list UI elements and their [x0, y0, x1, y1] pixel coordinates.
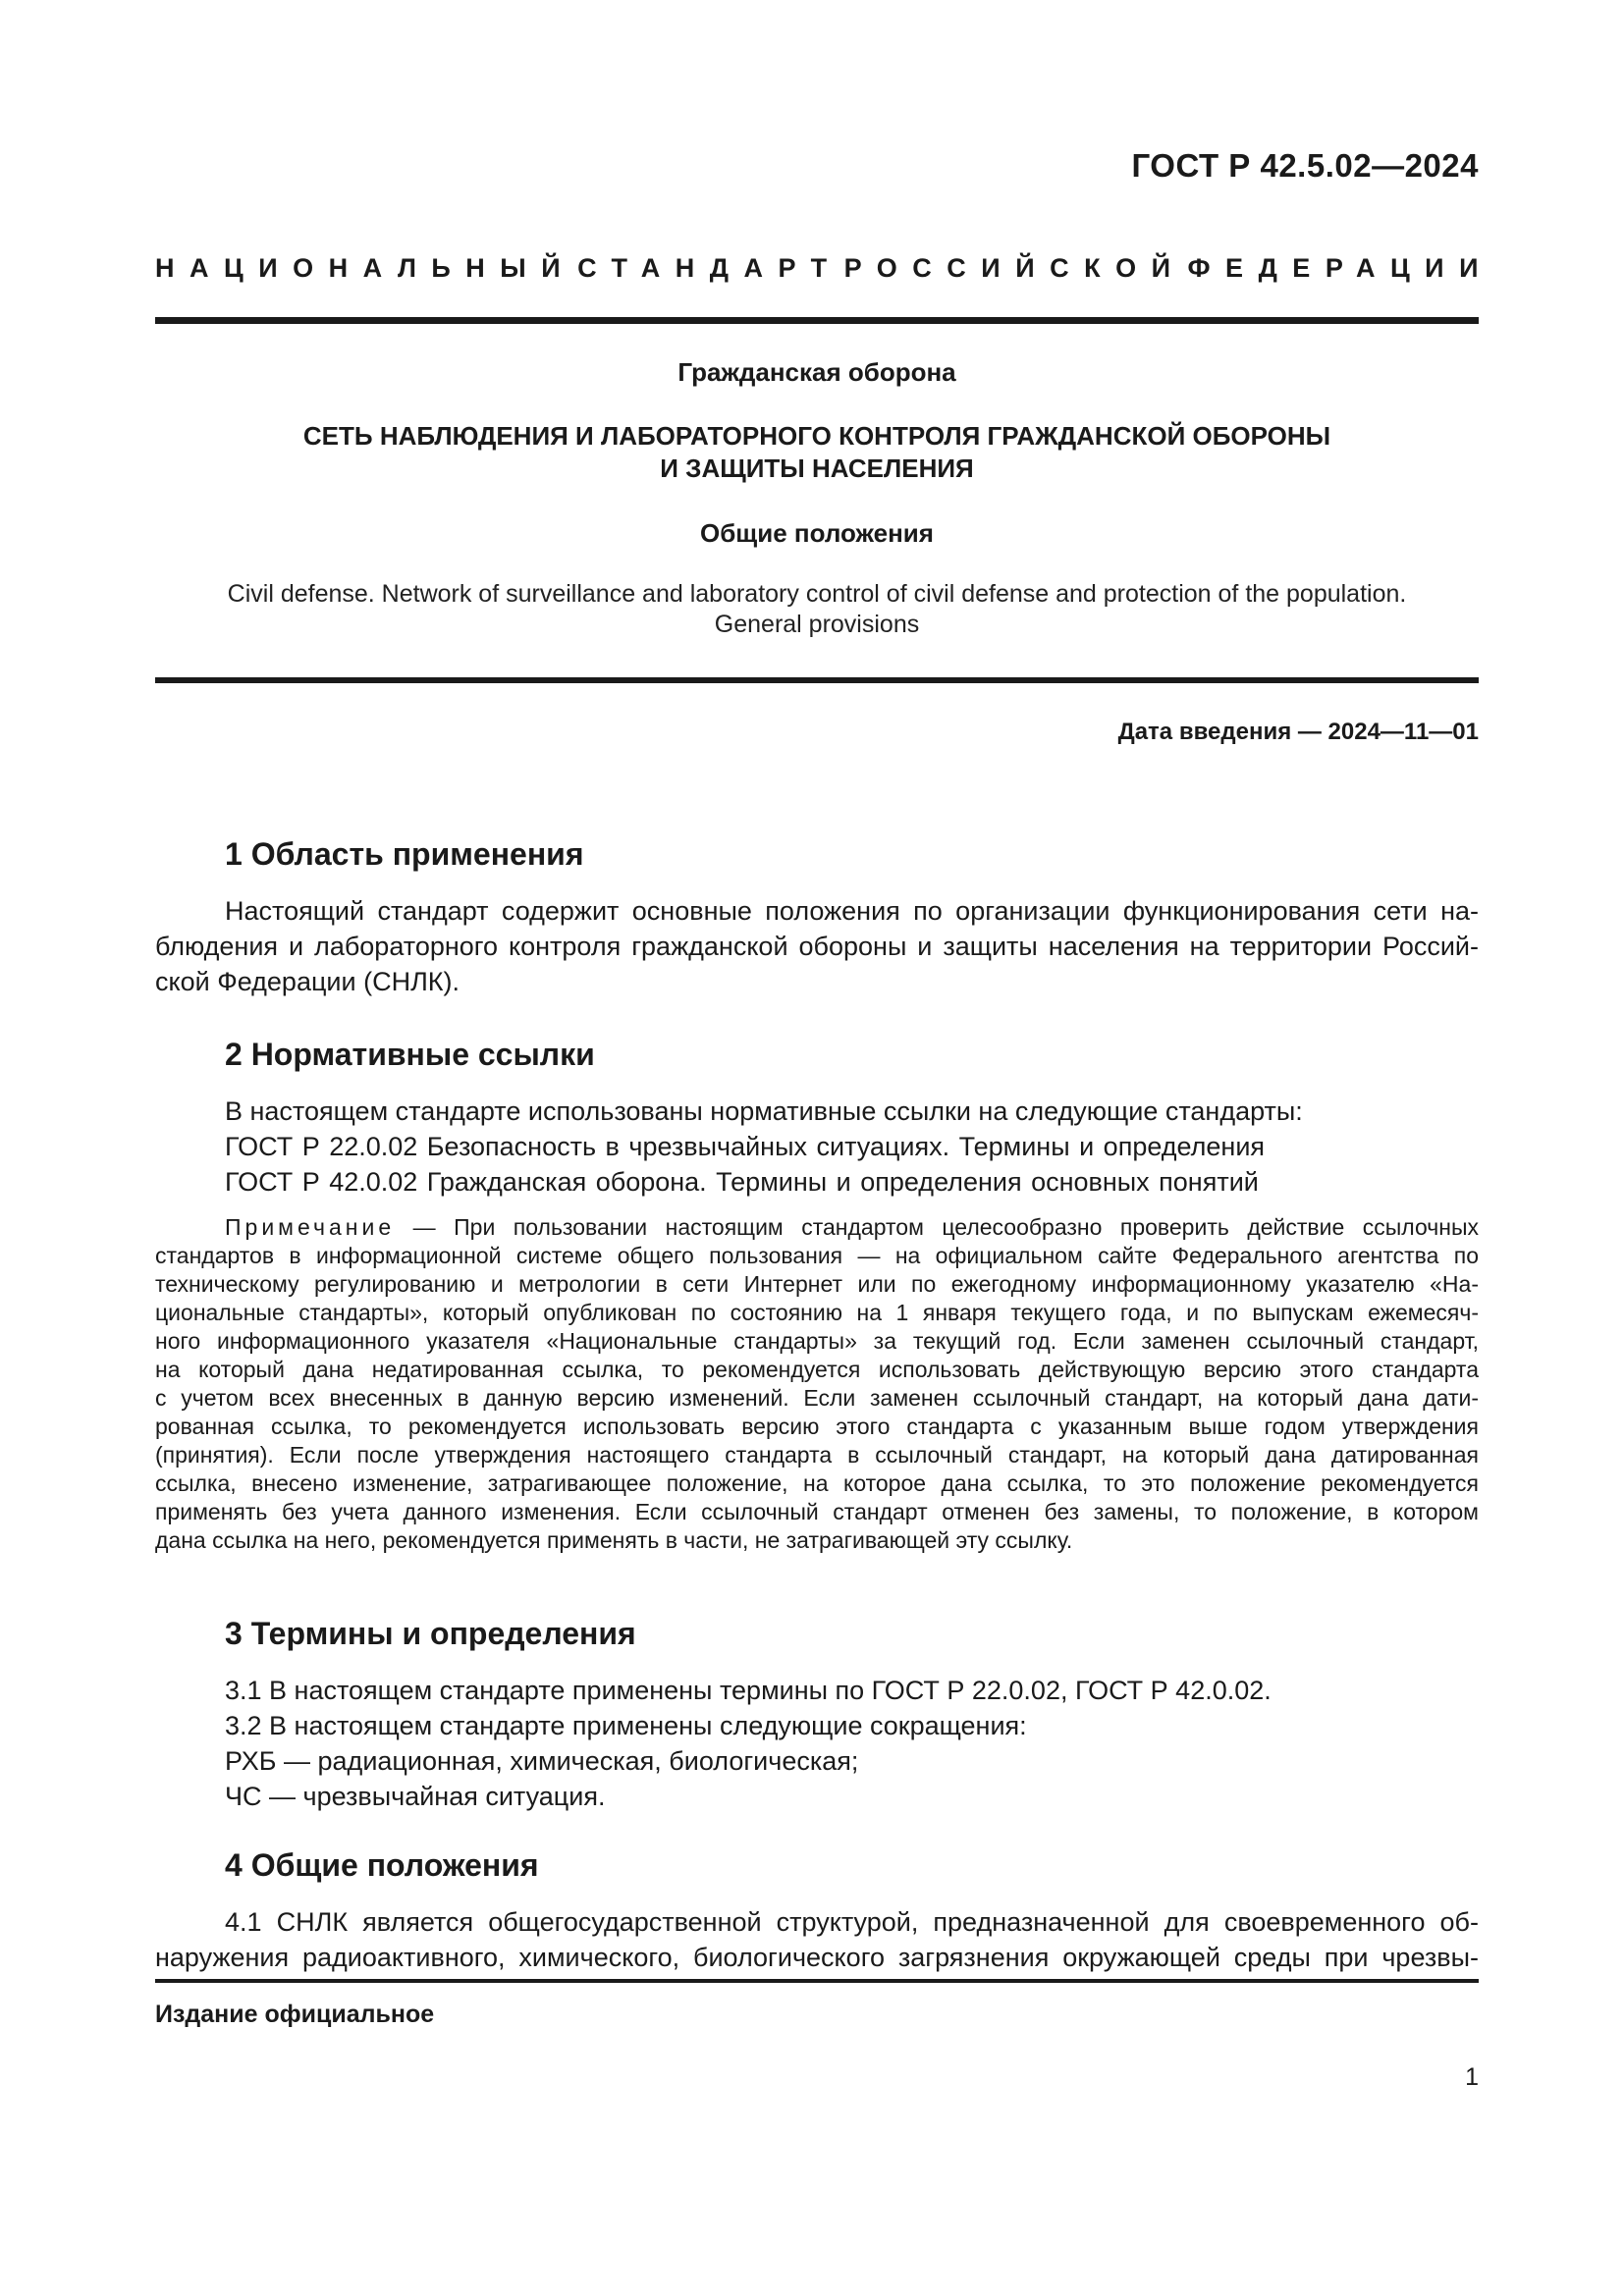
note-line: ссылка, внесено изменение, затрагивающее положение, на которое дана ссылка, то это положение рекомендуется	[155, 1470, 1479, 1496]
section-4-paragraph	[155, 1904, 1479, 1975]
references-intro: В настоящем стандарте использованы нормативные ссылки на следующие стандарты:	[225, 1096, 1303, 1126]
note-line: техническому регулированию и метрологии в сети Интернет или по ежегодному информационному указателю «На-	[155, 1271, 1479, 1297]
banner-word: НАЦИОНАЛЬНЫЙ	[155, 253, 576, 283]
national-standard-banner	[155, 253, 1493, 284]
title-line: СЕТЬ НАБЛЮДЕНИЯ И ЛАБОРАТОРНОГО КОНТРОЛЯ ГРАЖДАНСКОЙ ОБОРОНЫ	[302, 421, 1331, 451]
page-number: 1	[1465, 2063, 1479, 2091]
note-line: (принятия). Если после утверждения настоящего стандарта в ссылочный стандарт, на который дана датированная	[155, 1442, 1479, 1468]
paragraph-line: 3.1 В настоящем стандарте применены термины по ГОСТ Р 22.0.02, ГОСТ Р 42.0.02.	[225, 1676, 1272, 1705]
note-line	[155, 1213, 1479, 1242]
section-1-paragraph	[155, 893, 1479, 999]
references-note	[155, 1213, 1479, 1555]
document-subtitle: Общие положения	[700, 518, 934, 548]
paragraph-line: блюдения и лабораторного контроля гражданской обороны и защиты населения на территории Россий-	[155, 932, 1479, 961]
english-title-line: Civil defense. Network of surveillance and laboratory control of civil defense and protection of the population.	[227, 580, 1407, 608]
abbreviation-item: РХБ — радиационная, химическая, биологическая;	[225, 1746, 859, 1776]
section-2-references	[155, 1094, 1479, 1200]
document-code: ГОСТ Р 42.5.02—2024	[1131, 147, 1479, 184]
footer-rule	[155, 1979, 1479, 1983]
section-heading-1: 1 Область применения	[225, 836, 584, 872]
paragraph-line: ской Федерации (СНЛК).	[155, 967, 460, 996]
top-rule	[155, 317, 1479, 324]
title-rule	[155, 677, 1479, 683]
subject-heading: Гражданская оборона	[677, 357, 956, 387]
paragraph-line: 4.1 СНЛК является общегосударственной структурой, предназначенной для своевременного об-	[225, 1907, 1479, 1937]
official-edition-label: Издание официальное	[155, 2001, 435, 2028]
document-title	[155, 420, 1479, 485]
note-line: стандартов в информационной системе общего пользования — на официальном сайте Федерального агентства по	[155, 1243, 1479, 1268]
note-label: Примечание	[225, 1214, 396, 1240]
reference-item: ГОСТ Р 42.0.02 Гражданская оборона. Термины и определения основных понятий	[225, 1167, 1259, 1197]
paragraph-line: Настоящий стандарт содержит основные положения по организации функционирования сети на-	[225, 896, 1479, 926]
note-line: с учетом всех внесенных в данную версию изменений. Если заменен ссылочный стандарт, на который дана дати-	[155, 1385, 1479, 1411]
english-title	[155, 579, 1479, 640]
note-line: применять без учета данного изменения. Если ссылочный стандарт отменен без замены, то положение, в котором	[155, 1499, 1479, 1524]
introduction-date: Дата введения — 2024—11—01	[1117, 719, 1479, 745]
title-line: И ЗАЩИТЫ НАСЕЛЕНИЯ	[660, 454, 974, 483]
section-heading-2: 2 Нормативные ссылки	[225, 1037, 595, 1072]
banner-word: ФЕДЕРАЦИИ	[1187, 253, 1493, 283]
banner-word: СТАНДАРТ	[577, 253, 842, 283]
english-title-line: General provisions	[714, 611, 920, 638]
paragraph-line: наружения радиоактивного, химического, биологического загрязнения окружающей среды при чрезвы-	[155, 1943, 1479, 1972]
note-text: — При пользовании настоящим стандартом целесообразно проверить действие ссылочных	[395, 1214, 1479, 1240]
section-heading-3: 3 Термины и определения	[225, 1616, 636, 1651]
paragraph-line: 3.2 В настоящем стандарте применены следующие сокращения:	[225, 1711, 1027, 1740]
note-line: дана ссылка на него, рекомендуется применять в части, не затрагивающей эту ссылку.	[155, 1527, 1073, 1553]
note-line: на который дана недатированная ссылка, то рекомендуется использовать действующую версию этого стандарта	[155, 1357, 1479, 1382]
section-3-body	[155, 1673, 1479, 1814]
reference-item: ГОСТ Р 22.0.02 Безопасность в чрезвычайных ситуациях. Термины и определения	[225, 1132, 1266, 1161]
banner-word: РОССИЙСКОЙ	[843, 253, 1186, 283]
note-line: ного информационного указателя «Национальные стандарты» за текущий год. Если заменен ссылочный стандарт,	[155, 1328, 1479, 1354]
abbreviation-item: ЧС — чрезвычайная ситуация.	[225, 1782, 606, 1811]
note-line: рованная ссылка, то рекомендуется использовать версию этого стандарта с указанным выше годом утверждения	[155, 1414, 1479, 1439]
note-line: циональные стандарты», который опубликован по состоянию на 1 января текущего года, и по выпускам ежемесяч-	[155, 1300, 1479, 1325]
section-heading-4: 4 Общие положения	[225, 1847, 539, 1883]
